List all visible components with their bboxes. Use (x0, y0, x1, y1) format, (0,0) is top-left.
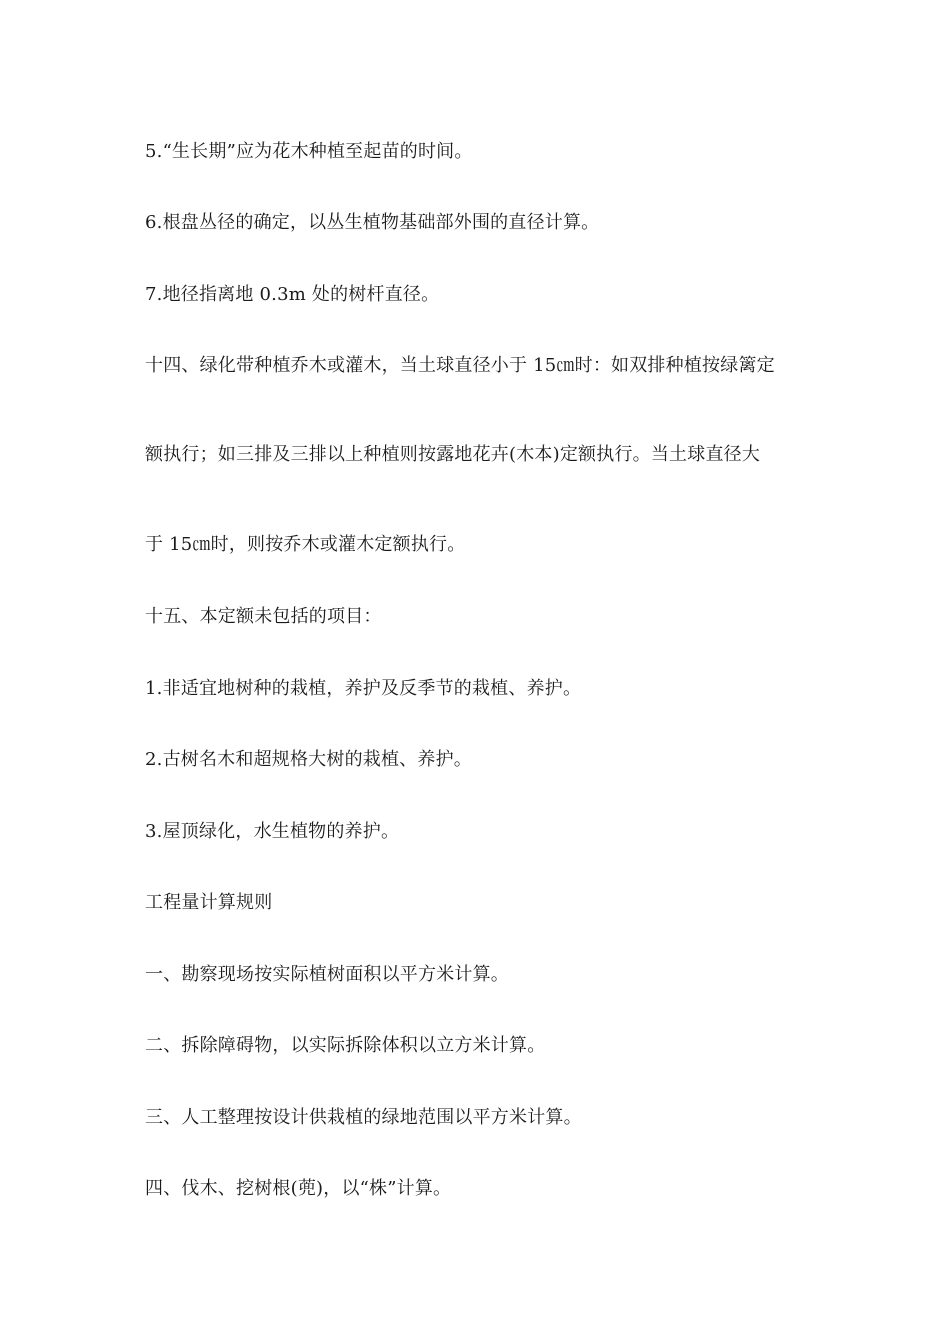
section-title-quantity-rules: 工程量计算规则 (145, 892, 273, 913)
clause-15-heading: 十五、本定额未包括的项目： (145, 606, 382, 627)
rule-2-obstacle-removal: 二、拆除障碍物，以实际拆除体积以立方米计算。 (145, 1035, 546, 1056)
clause-6-root-cluster-diameter: 6.根盘丛径的确定，以丛生植物基础部外围的直径计算。 (145, 212, 600, 233)
rule-3-manual-leveling: 三、人工整理按设计供栽植的绿地范围以平方米计算。 (145, 1107, 582, 1128)
clause-14-line-1: 十四、绿化带种植乔木或灌木，当土球直径小于 15㎝时：如双排种植按绿篱定 (145, 355, 775, 376)
clause-5-growth-period: 5.“生长期”应为花木种植至起苗的时间。 (145, 141, 473, 162)
clause-15-item-2: 2.古树名木和超规格大树的栽植、养护。 (145, 749, 472, 770)
rule-4-tree-felling: 四、伐木、挖树根(蔸)，以“株”计算。 (145, 1178, 452, 1199)
clause-14-line-2: 额执行；如三排及三排以上种植则按露地花卉(木本)定额执行。当土球直径大 (145, 444, 761, 465)
clause-15-item-1: 1.非适宜地树种的栽植，养护及反季节的栽植、养护。 (145, 678, 582, 699)
clause-15-item-3: 3.屋顶绿化，水生植物的养护。 (145, 821, 400, 842)
rule-1-site-survey: 一、勘察现场按实际植树面积以平方米计算。 (145, 964, 509, 985)
clause-14-line-3: 于 15㎝时，则按乔木或灌木定额执行。 (145, 534, 466, 555)
clause-7-ground-diameter: 7.地径指离地 0.3m 处的树杆直径。 (145, 284, 440, 305)
